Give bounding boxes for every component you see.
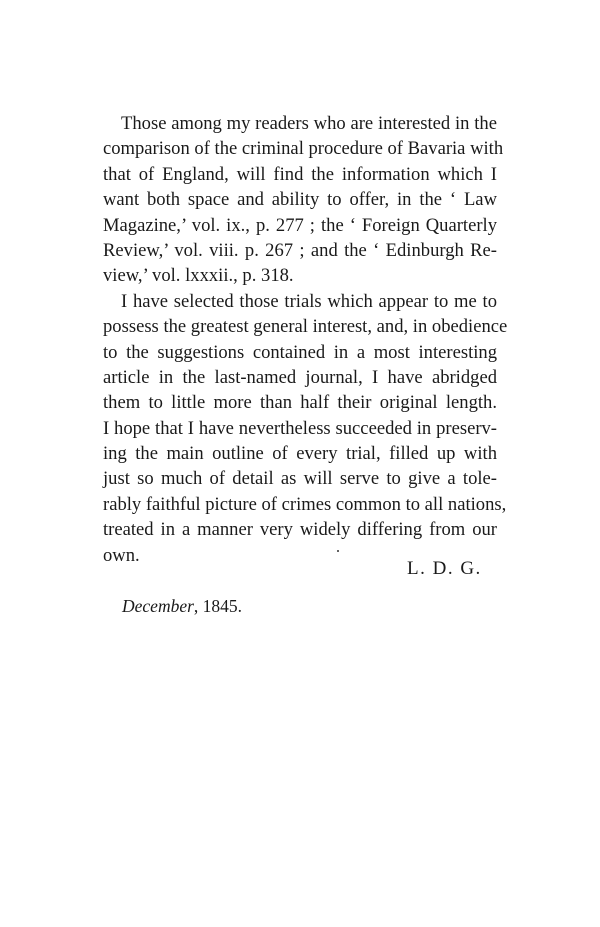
text-line: want both space and ability to offer, in the ‘ Law bbox=[103, 189, 497, 211]
preface-text bbox=[103, 111, 508, 568]
date-year: , 1845. bbox=[193, 596, 243, 616]
text-line: them to little more than half their original length. bbox=[103, 392, 497, 414]
text-line: Review,’ vol. viii. p. 267 ; and the ‘ Edinburgh Re- bbox=[103, 239, 497, 261]
text-line: rably faithful picture of crimes common to all nations, bbox=[103, 493, 507, 515]
text-line: Those among my readers who are interested in the bbox=[121, 113, 497, 134]
text-line: treated in a manner very widely differing from our bbox=[103, 519, 497, 541]
text-line: comparison of the criminal procedure of Bavaria with bbox=[103, 138, 504, 160]
paragraph-2 bbox=[103, 289, 508, 568]
text-line: possess the greatest general interest, and, in obedience bbox=[103, 316, 508, 338]
text-line: that of England, will find the information which I bbox=[103, 163, 497, 185]
dateline bbox=[122, 596, 242, 617]
print-speck bbox=[337, 550, 339, 552]
text-line: view,’ vol. lxxxii., p. 318. bbox=[103, 265, 294, 287]
text-line: ing the main outline of every trial, filled up with bbox=[103, 443, 497, 465]
text-line: article in the last-named journal, I have abridged bbox=[103, 366, 497, 388]
text-line: I have selected those trials which appear to me to bbox=[121, 290, 497, 312]
author-signature: L. D. G. bbox=[407, 558, 482, 579]
text-line: just so much of detail as will serve to give a tole- bbox=[103, 468, 497, 490]
text-line: own. bbox=[103, 544, 140, 566]
text-line: Magazine,’ vol. ix., p. 277 ; the ‘ Foreign Quarterly bbox=[103, 214, 497, 236]
text-line: to the suggestions contained in a most interesting bbox=[103, 341, 497, 363]
text-line: I hope that I have nevertheless succeeded in preserv- bbox=[103, 417, 497, 439]
date-month: December bbox=[122, 596, 194, 616]
paragraph-1 bbox=[103, 111, 504, 289]
